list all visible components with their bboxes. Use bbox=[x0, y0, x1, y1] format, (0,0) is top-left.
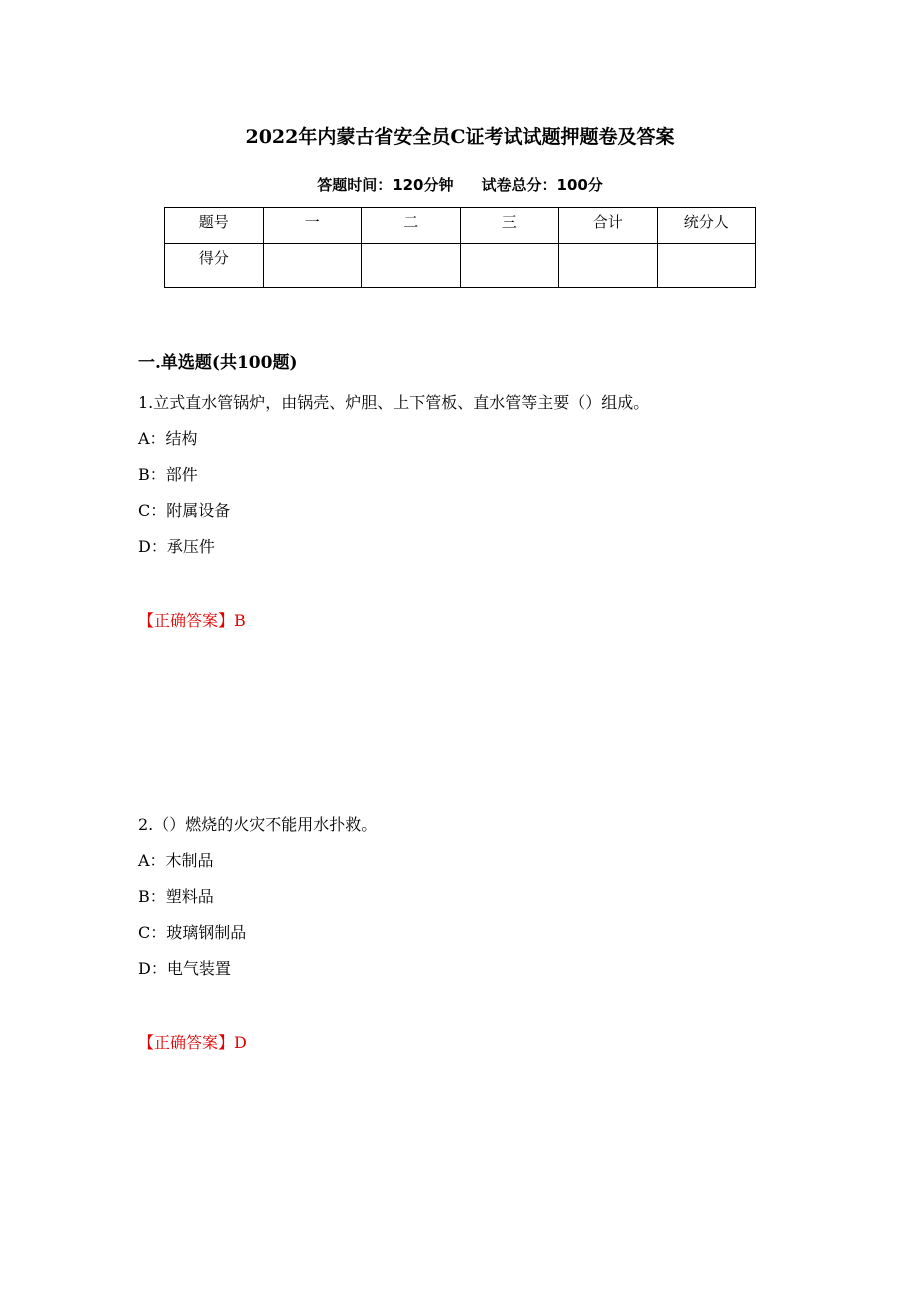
score-table-score-row bbox=[165, 244, 756, 288]
option-c: C：附属设备 bbox=[138, 501, 231, 520]
correct-answer-1: 【正确答案】B bbox=[138, 611, 246, 630]
option-d: D：电气装置 bbox=[138, 959, 231, 978]
exam-info bbox=[0, 174, 920, 195]
score-table-header-row bbox=[165, 208, 756, 244]
option-a: A：木制品 bbox=[138, 851, 214, 870]
score-table-header-cell: 三 bbox=[460, 208, 559, 244]
total-score: 试卷总分：100分 bbox=[481, 176, 603, 194]
score-table-header-cell: 统分人 bbox=[657, 208, 756, 244]
score-table-header-cell: 题号 bbox=[165, 208, 264, 244]
section-heading: 一.单选题(共100题) bbox=[138, 353, 298, 373]
option-a: A：结构 bbox=[138, 429, 198, 448]
score-table-header-cell: 二 bbox=[362, 208, 461, 244]
option-c: C：玻璃钢制品 bbox=[138, 923, 247, 942]
option-d: D：承压件 bbox=[138, 537, 215, 556]
question-stem: 1.立式直水管锅炉，由锅壳、炉胆、上下管板、直水管等主要（）组成。 bbox=[138, 393, 650, 412]
question-1 bbox=[138, 392, 649, 572]
score-cell bbox=[460, 244, 559, 288]
correct-answer-2: 【正确答案】D bbox=[138, 1033, 247, 1052]
score-cell bbox=[263, 244, 362, 288]
exam-time: 答题时间：120分钟 bbox=[317, 176, 454, 194]
score-table-header-cell: 合计 bbox=[559, 208, 658, 244]
question-2 bbox=[138, 814, 377, 994]
score-row-label: 得分 bbox=[165, 244, 264, 288]
option-b: B：塑料品 bbox=[138, 887, 214, 906]
question-stem: 2.（）燃烧的火灾不能用水扑救。 bbox=[138, 815, 378, 834]
score-table-header-cell: 一 bbox=[263, 208, 362, 244]
score-cell bbox=[362, 244, 461, 288]
score-cell bbox=[657, 244, 756, 288]
score-table bbox=[164, 207, 756, 288]
document-title: 2022年内蒙古省安全员C证考试试题押题卷及答案 bbox=[245, 126, 675, 148]
option-b: B：部件 bbox=[138, 465, 198, 484]
score-cell bbox=[559, 244, 658, 288]
